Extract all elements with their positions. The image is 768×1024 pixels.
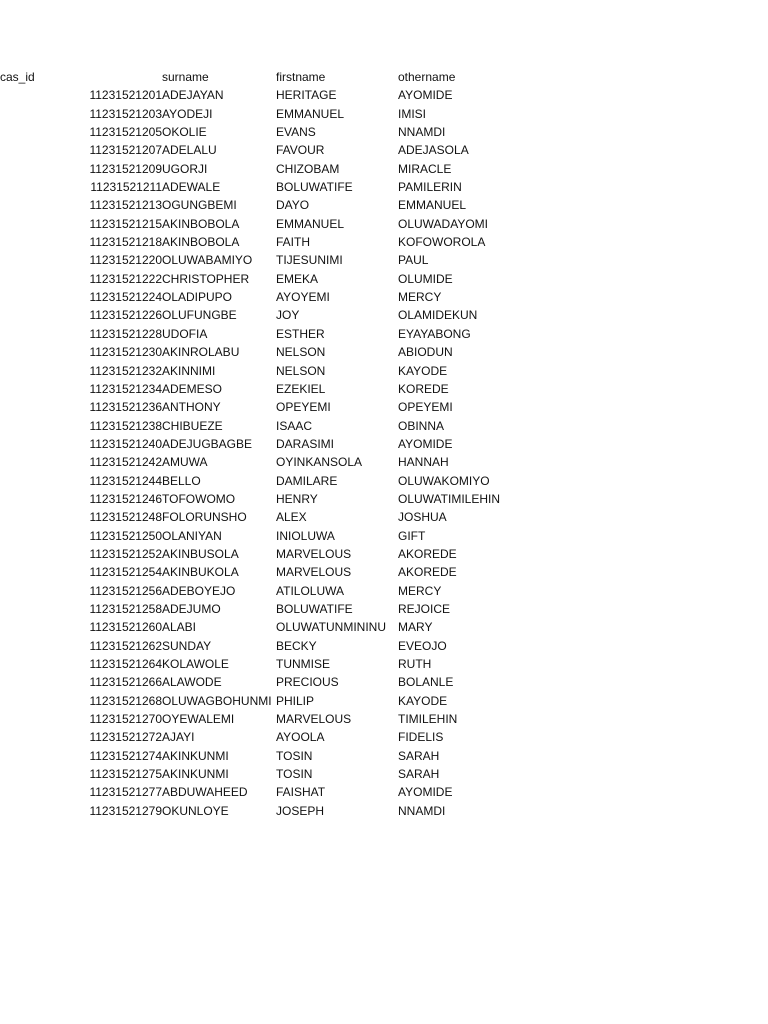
table-row — [0, 692, 528, 710]
cell-firstname: MARVELOUS — [276, 565, 352, 580]
cell-cas-id: 11231521252 — [89, 546, 162, 561]
cell-cas-id: 11231521260 — [89, 620, 162, 635]
cell-firstname: DAMILARE — [276, 473, 338, 488]
cell-cas-id: 11231521272 — [89, 730, 162, 745]
cell-othername: PAMILERIN — [398, 180, 462, 195]
cell-surname: AKINNIMI — [162, 363, 216, 378]
cell-cas-id: 11231521268 — [89, 693, 162, 708]
cell-cas-id: 11231521246 — [89, 491, 162, 506]
cell-firstname: AYOOLA — [276, 730, 325, 745]
table-row — [0, 233, 528, 251]
cell-surname: CHIBUEZE — [162, 418, 223, 433]
cell-othername: AYOMIDE — [398, 88, 453, 103]
cell-firstname: TOSIN — [276, 767, 313, 782]
table-row — [0, 435, 528, 453]
table-row — [0, 380, 528, 398]
cell-cas-id: 11231521238 — [89, 418, 162, 433]
table-row — [0, 490, 528, 508]
cell-othername: KAYODE — [398, 363, 448, 378]
cell-cas-id: 11231521211 — [90, 180, 162, 195]
cell-othername: PAUL — [398, 253, 429, 268]
cell-cas-id: 11231521205 — [89, 125, 162, 140]
header-surname: surname — [162, 70, 209, 84]
cell-firstname: TUNMISE — [276, 657, 330, 671]
cell-cas-id: 11231521244 — [89, 473, 162, 488]
cell-othername: RUTH — [398, 657, 432, 671]
table-row — [0, 362, 528, 380]
table-row — [0, 398, 528, 416]
cell-surname: ADEWALE — [162, 180, 221, 195]
cell-firstname: ATILOLUWA — [276, 583, 345, 598]
cell-surname: AKINBUSOLA — [162, 546, 239, 561]
student-list-sheet — [0, 68, 768, 820]
cell-cas-id: 11231521242 — [89, 455, 162, 470]
cell-surname: UDOFIA — [162, 326, 208, 341]
header-othername: othername — [398, 70, 456, 84]
table-row — [0, 141, 528, 159]
cell-firstname: OLUWATUNMININU — [276, 620, 386, 635]
cell-cas-id: 11231521218 — [89, 235, 162, 250]
cell-othername: ABIODUN — [398, 345, 453, 360]
table-body — [0, 86, 528, 820]
cell-surname: OGUNGBEMI — [162, 198, 237, 213]
cell-cas-id: 11231521215 — [89, 216, 162, 231]
cell-cas-id: 11231521248 — [89, 510, 162, 525]
cell-firstname: JOY — [276, 308, 300, 323]
cell-othername: EYAYABONG — [398, 326, 471, 341]
cell-surname: SUNDAY — [162, 638, 212, 653]
cell-cas-id: 11231521224 — [89, 290, 162, 305]
header-firstname: firstname — [276, 70, 326, 84]
cell-firstname: ISAAC — [276, 418, 313, 433]
cell-firstname: PRECIOUS — [276, 675, 339, 690]
cell-surname: AMUWA — [162, 455, 208, 470]
cell-othername: JOSHUA — [398, 510, 447, 525]
cell-othername: AYOMIDE — [398, 436, 453, 451]
cell-surname: AKINROLABU — [162, 345, 240, 360]
cell-firstname: DARASIMI — [276, 436, 335, 451]
cell-firstname: JOSEPH — [276, 803, 325, 818]
cell-cas-id: 11231521262 — [89, 638, 162, 653]
cell-othername: ADEJASOLA — [398, 143, 469, 158]
cell-cas-id: 11231521220 — [89, 253, 162, 268]
cell-cas-id: 11231521264 — [89, 657, 162, 671]
cell-cas-id: 11231521275 — [89, 767, 162, 782]
cell-othername: MERCY — [398, 583, 442, 598]
cell-othername: IMISI — [398, 106, 427, 121]
cell-cas-id: 11231521236 — [89, 400, 162, 415]
header-row — [0, 68, 528, 86]
cell-cas-id: 11231521232 — [89, 363, 162, 378]
cell-firstname: CHIZOBAM — [276, 161, 340, 176]
student-table — [0, 68, 528, 820]
cell-surname: FOLORUNSHO — [162, 510, 247, 525]
cell-othername: SARAH — [398, 748, 440, 763]
cell-cas-id: 11231521277 — [89, 785, 162, 800]
table-row — [0, 728, 528, 746]
cell-cas-id: 11231521274 — [89, 748, 162, 763]
cell-othername: AKOREDE — [398, 546, 457, 561]
cell-firstname: DAYO — [276, 198, 310, 213]
table-row — [0, 508, 528, 526]
table-row — [0, 270, 528, 288]
cell-firstname: HENRY — [276, 491, 318, 506]
cell-othername: EVEOJO — [398, 638, 447, 653]
cell-firstname: EVANS — [276, 125, 316, 140]
cell-othername: NNAMDI — [398, 803, 446, 818]
cell-surname: AYODEJI — [162, 106, 213, 121]
cell-surname: OLUWABAMIYO — [162, 253, 253, 268]
table-row — [0, 343, 528, 361]
cell-othername: REJOICE — [398, 601, 451, 616]
cell-othername: MERCY — [398, 290, 442, 305]
cell-cas-id: 11231521266 — [89, 675, 162, 690]
cell-firstname: TOSIN — [276, 748, 313, 763]
cell-firstname: HERITAGE — [276, 88, 337, 103]
cell-othername: OLUWADAYOMI — [398, 216, 489, 231]
cell-othername: KOFOWOROLA — [398, 235, 486, 250]
cell-surname: AKINBOBOLA — [162, 216, 240, 231]
cell-firstname: FAISHAT — [276, 785, 326, 800]
cell-surname: ADEJUMO — [162, 601, 221, 616]
cell-surname: ADELALU — [162, 143, 217, 158]
table-row — [0, 582, 528, 600]
cell-cas-id: 11231521234 — [89, 381, 162, 396]
table-row — [0, 86, 528, 104]
cell-cas-id: 11231521201 — [89, 88, 162, 103]
table-row — [0, 453, 528, 471]
cell-othername: OLAMIDEKUN — [398, 308, 478, 323]
cell-firstname: TIJESUNIMI — [276, 253, 343, 268]
table-row — [0, 747, 528, 765]
cell-surname: AKINBOBOLA — [162, 235, 240, 250]
table-row — [0, 765, 528, 783]
cell-othername: EMMANUEL — [398, 198, 467, 213]
cell-surname: ALAWODE — [162, 675, 222, 690]
cell-othername: TIMILEHIN — [398, 712, 458, 727]
cell-surname: CHRISTOPHER — [162, 271, 250, 286]
cell-cas-id: 11231521258 — [89, 601, 162, 616]
cell-firstname: FAVOUR — [276, 143, 325, 158]
table-row — [0, 802, 528, 820]
cell-cas-id: 11231521228 — [89, 326, 162, 341]
cell-othername: OLUWAKOMIYO — [398, 473, 490, 488]
cell-firstname: EMMANUEL — [276, 216, 345, 231]
cell-firstname: BOLUWATIFE — [276, 180, 353, 195]
table-row — [0, 673, 528, 691]
cell-firstname: BECKY — [276, 638, 317, 653]
cell-othername: OBINNA — [398, 418, 445, 433]
cell-firstname: NELSON — [276, 363, 326, 378]
cell-cas-id: 11231521207 — [89, 143, 162, 158]
cell-surname: ADEJUGBAGBE — [162, 436, 253, 451]
cell-firstname: EMEKA — [276, 271, 319, 286]
cell-othername: MARY — [398, 620, 433, 635]
cell-firstname: PHILIP — [276, 693, 315, 708]
table-row — [0, 618, 528, 636]
table-row — [0, 288, 528, 306]
cell-othername: FIDELIS — [398, 730, 444, 745]
table-row — [0, 251, 528, 269]
cell-firstname: ESTHER — [276, 326, 325, 341]
cell-surname: ADEBOYEJO — [162, 583, 236, 598]
cell-surname: AKINBUKOLA — [162, 565, 239, 580]
cell-othername: MIRACLE — [398, 161, 452, 176]
cell-surname: KOLAWOLE — [162, 657, 229, 671]
table-row — [0, 783, 528, 801]
cell-cas-id: 11231521222 — [89, 271, 162, 286]
cell-surname: AKINKUNMI — [162, 767, 229, 782]
cell-firstname: MARVELOUS — [276, 546, 352, 561]
table-row — [0, 123, 528, 141]
cell-surname: BELLO — [162, 473, 201, 488]
cell-firstname: OPEYEMI — [276, 400, 331, 415]
cell-othername: AYOMIDE — [398, 785, 453, 800]
cell-firstname: OYINKANSOLA — [276, 455, 363, 470]
cell-othername: OLUWATIMILEHIN — [398, 491, 501, 506]
cell-othername: SARAH — [398, 767, 440, 782]
cell-firstname: INIOLUWA — [276, 528, 335, 543]
cell-surname: AJAYI — [162, 730, 195, 745]
table-row — [0, 196, 528, 214]
cell-firstname: BOLUWATIFE — [276, 601, 353, 616]
cell-surname: OYEWALEMI — [162, 712, 235, 727]
table-row — [0, 710, 528, 728]
cell-firstname: MARVELOUS — [276, 712, 352, 727]
header-cas-id: cas_id — [0, 70, 35, 84]
table-row — [0, 545, 528, 563]
table-row — [0, 160, 528, 178]
cell-firstname: AYOYEMI — [276, 290, 330, 305]
cell-surname: ADEJAYAN — [162, 88, 224, 103]
cell-othername: BOLANLE — [398, 675, 454, 690]
table-row — [0, 325, 528, 343]
cell-surname: ANTHONY — [162, 400, 221, 415]
cell-firstname: EZEKIEL — [276, 381, 326, 396]
cell-firstname: FAITH — [276, 235, 311, 250]
table-row — [0, 178, 528, 196]
cell-surname: OLUWAGBOHUNMI — [162, 693, 272, 708]
table-row — [0, 637, 528, 655]
table-row — [0, 655, 528, 673]
cell-othername: NNAMDI — [398, 125, 446, 140]
cell-firstname: NELSON — [276, 345, 326, 360]
table-row — [0, 215, 528, 233]
cell-surname: AKINKUNMI — [162, 748, 229, 763]
cell-othername: HANNAH — [398, 455, 449, 470]
cell-cas-id: 11231521226 — [89, 308, 162, 323]
cell-surname: UGORJI — [162, 161, 208, 176]
cell-surname: ADEMESO — [162, 381, 223, 396]
cell-cas-id: 11231521279 — [89, 803, 162, 818]
table-row — [0, 600, 528, 618]
cell-cas-id: 11231521254 — [89, 565, 162, 580]
cell-firstname: ALEX — [276, 510, 307, 525]
cell-surname: ALABI — [162, 620, 197, 635]
cell-cas-id: 11231521240 — [89, 436, 162, 451]
cell-surname: OLADIPUPO — [162, 290, 233, 305]
cell-othername: OLUMIDE — [398, 271, 453, 286]
cell-surname: ABDUWAHEED — [162, 785, 248, 800]
cell-othername: OPEYEMI — [398, 400, 453, 415]
table-row — [0, 472, 528, 490]
cell-surname: OLUFUNGBE — [162, 308, 237, 323]
cell-cas-id: 11231521250 — [89, 528, 162, 543]
cell-othername: KAYODE — [398, 693, 448, 708]
cell-othername: AKOREDE — [398, 565, 457, 580]
cell-firstname: EMMANUEL — [276, 106, 345, 121]
cell-surname: TOFOWOMO — [162, 491, 236, 506]
table-row — [0, 417, 528, 435]
table-row — [0, 527, 528, 545]
table-row — [0, 105, 528, 123]
cell-surname: OKOLIE — [162, 125, 207, 140]
cell-cas-id: 11231521270 — [89, 712, 162, 727]
cell-surname: OLANIYAN — [162, 528, 222, 543]
table-row — [0, 306, 528, 324]
cell-cas-id: 11231521213 — [89, 198, 162, 213]
cell-othername: GIFT — [398, 528, 426, 543]
cell-othername: KOREDE — [398, 381, 449, 396]
cell-cas-id: 11231521203 — [89, 106, 162, 121]
cell-cas-id: 11231521209 — [89, 161, 162, 176]
cell-surname: OKUNLOYE — [162, 803, 229, 818]
cell-cas-id: 11231521230 — [89, 345, 162, 360]
cell-cas-id: 11231521256 — [89, 583, 162, 598]
table-row — [0, 563, 528, 581]
